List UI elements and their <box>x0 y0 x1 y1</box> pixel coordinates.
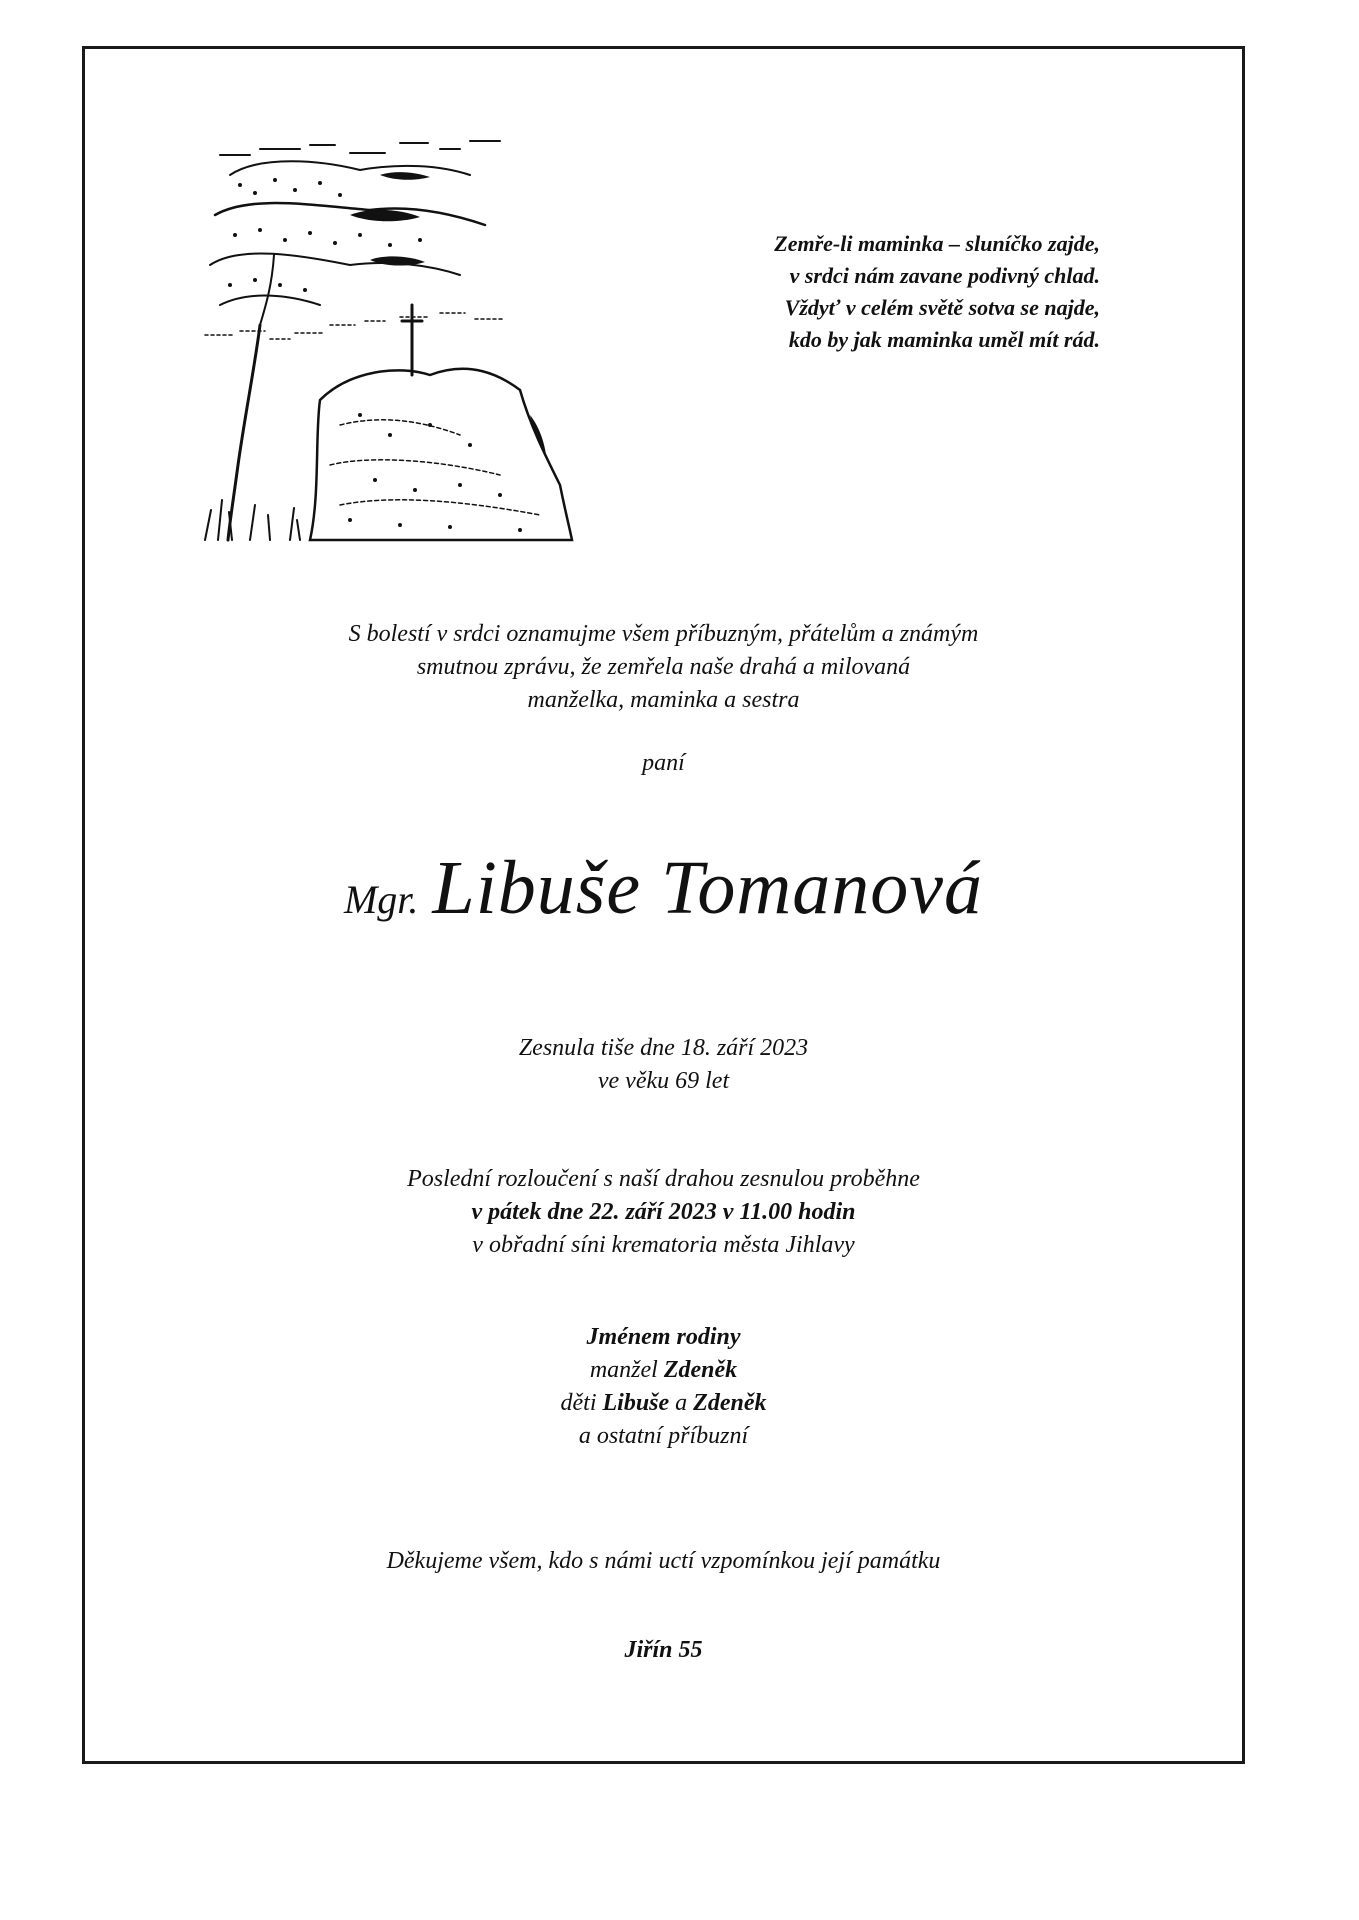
thanks-line: Děkujeme všem, kdo s námi uctí vzpomínkou její památku <box>386 1548 941 1574</box>
child-name: Zdeněk <box>693 1390 767 1416</box>
verse-line: Zemře-li maminka – sluníčko zajde, <box>774 231 1100 256</box>
announcement-line: S bolestí v srdci oznamujme všem příbuzným, přátelům a známým <box>348 621 979 647</box>
farewell-intro: Poslední rozloučení s naší drahou zesnulou proběhne <box>407 1166 920 1192</box>
child-name: Libuše <box>602 1390 670 1416</box>
children-and: a <box>675 1390 688 1416</box>
memorial-verse <box>600 228 1100 356</box>
family-heading: Jménem rodiny <box>586 1324 741 1350</box>
children-prefix: děti <box>560 1390 597 1416</box>
verse-line: v srdci nám zavane podivný chlad. <box>789 263 1100 288</box>
family-signature <box>82 1321 1245 1453</box>
family-husband <box>82 1354 1245 1387</box>
announcement <box>82 618 1245 717</box>
verse-line: kdo by jak maminka uměl mít rád. <box>788 327 1100 352</box>
family-children <box>82 1387 1245 1420</box>
tree-and-cross-illustration-icon <box>200 135 580 545</box>
announcement-line: smutnou zprávu, že zemřela naše drahá a milovaná <box>416 654 911 680</box>
deceased-title: Mgr. <box>343 877 419 922</box>
deceased-name <box>82 845 1245 932</box>
death-notice <box>82 1032 1245 1098</box>
family-others: a ostatní příbuzní <box>578 1423 749 1449</box>
deceased-fullname: Libuše Tomanová <box>432 846 984 930</box>
death-date: Zesnula tiše dne 18. září 2023 <box>518 1035 809 1061</box>
husband-name: Zdeněk <box>663 1357 738 1383</box>
farewell-place: v obřadní síni krematoria města Jihlavy <box>472 1232 855 1258</box>
husband-prefix: manžel <box>589 1357 658 1383</box>
farewell-info <box>82 1163 1245 1262</box>
death-age: ve věku 69 let <box>597 1068 730 1094</box>
farewell-datetime: v pátek dne 22. září 2023 v 11.00 hodin <box>471 1199 856 1225</box>
salutation: paní <box>642 750 685 776</box>
verse-line: Vždyť v celém světě sotva se najde, <box>784 295 1100 320</box>
address: Jiřín 55 <box>624 1637 703 1663</box>
announcement-line: manželka, maminka a sestra <box>527 687 800 713</box>
